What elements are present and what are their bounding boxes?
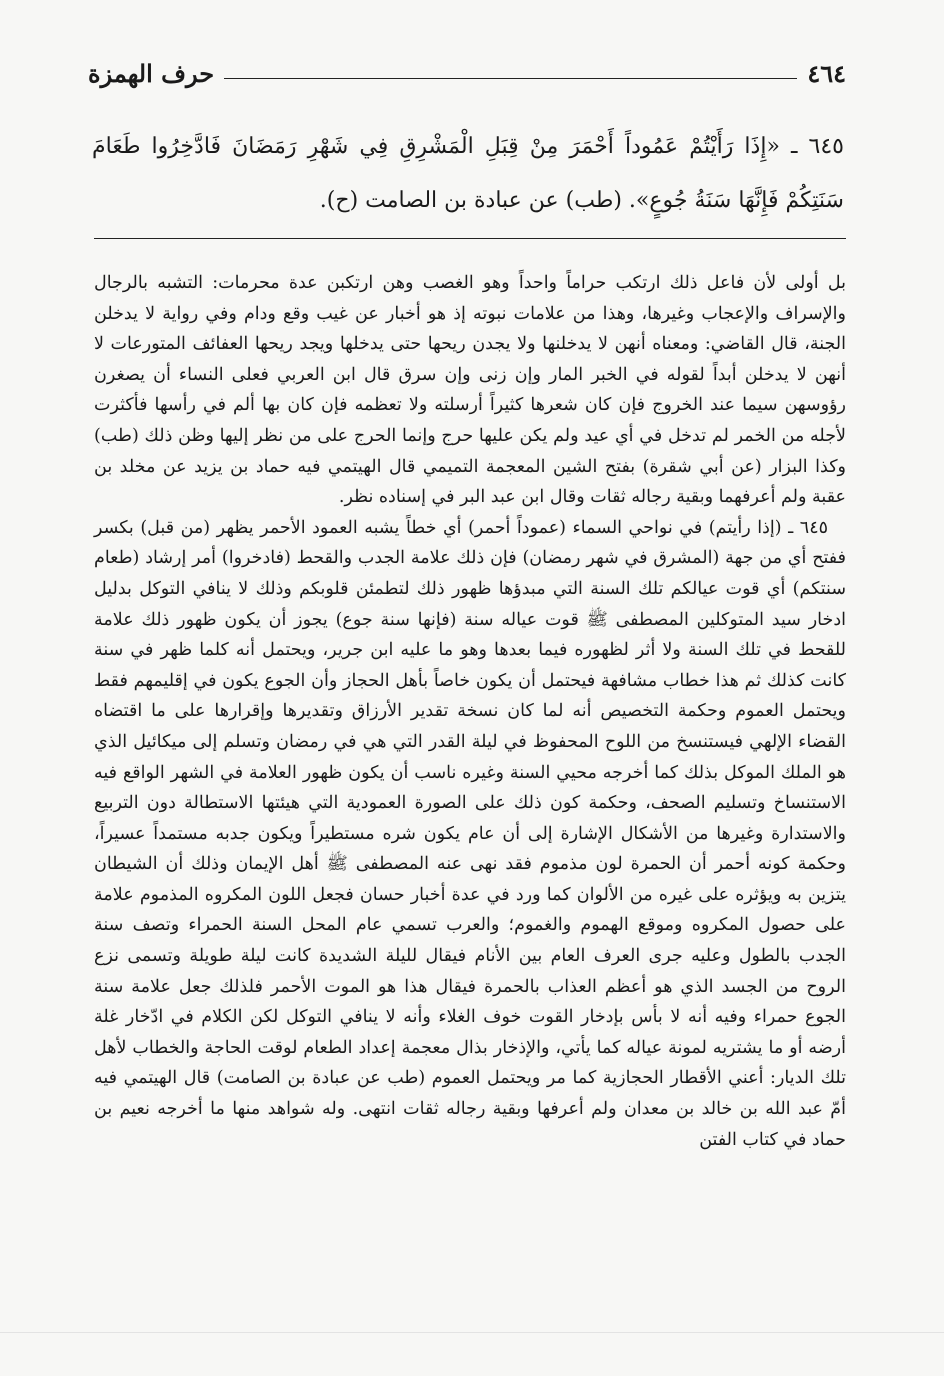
header-rule [224, 78, 797, 79]
page-edge-line [0, 1332, 944, 1333]
commentary-paragraph-2: ٦٤٥ ـ (إذا رأيتم) في نواحي السماء (عموداً أحمر) أي خطاً يشبه العمود الأحمر يظهر (من قبل) بكسر ففتح أي من جهة (المشرق في شهر رمضان) فإن ذلك علامة الجدب والقحط (فادخروا) أمر إرشاد (طعام سنتكم) أي قوت عيالكم تلك السنة التي مبدؤها ظهور ذلك لتطمئن قلوبكم وذلك لا ينافي التوكل بدليل ادخار سيد المتوكلين المصطفى ﷺ قوت عياله سنة (فإنها سنة جوع) يجوز أن يكون ظهور ذلك علامة للقحط في تلك السنة ولا أثر لظهوره فيما بعدها وهو ما عليه ابن جرير، ويحتمل أنه كلما ظهر في سنة كانت كذلك ثم هذا خطاب مشافهة فيحتمل أن يكون خاصاً بأهل الحجاز وأن الجوع يكون في إقليمهم فقط ويحتمل العموم وحكمة التخصيص أنه لما كان نسخة تقدير الأرزاق وتقديرها وإقرارها على ما اقتضاه القضاء الإلهي فيستنسخ من اللوح المحفوظ في ليلة القدر التي هي في رمضان وتسلم إلى ميكائيل الذي هو الملك الموكل بذلك كما أخرجه محيي السنة وغيره ناسب أن يكون ظهور العلامة في الشهر الواقع فيه الاستنساخ وتسليم الصحف، وحكمة كون ذلك على الصورة العمودية التي هيئتها الاستطالة دون التربيع والاستدارة وغيرها من الأشكال الإشارة إلى أن عام يكون شره مستطيراً ويكون جدبه مستمداً عسيراً، وحكمة كونه أحمر أن الحمرة لون مذموم فقد نهى عنه المصطفى ﷺ أهل الإيمان وذلك أن الشيطان يتزين به ويؤثره على غيره من الألوان كما ورد في عدة أخبار حسان فجعل اللون المكروه المذموم علامة على حصول المكروه وموقع الهموم والغموم؛ والعرب تسمي عام المحل السنة الحمراء وتصف سنة الجدب بالطول وعليه جرى العرف العام بين الأنام فيقال لليلة الشديدة كانت ليلة طويلة وتسمى نزع الروح من الجسد الذي هو أعظم العذاب بالحمرة فيقال هذا هو الموت الأحمر فلذلك جعل علامة سنة الجوع حمراء وفيه أنه لا بأس بإدخار القوت خوف الغلاء وأنه لا ينافي التوكل لكن الكلام في ادّخار غلة أرضه أو ما يشتريه لمونة عياله كما يأتي، والإذخار بذال معجمة إعداد الطعام لوقت الحاجة والخطاب لأهل تلك الديار: أعني الأقطار الحجازية كما مر ويحتمل العموم (طب عن عبادة بن الصامت) قال الهيتمي فيه أمّ عبد الله بن خالد بن معدان ولم أعرفها وبقية رجاله ثقات انتهى. وله شواهد منها ما أخرجه نعيم بن حماد في كتاب الفتن [94, 517, 846, 1150]
commentary [94, 268, 846, 1155]
running-header [88, 52, 846, 88]
footnote-divider [94, 238, 846, 239]
section-title: حرف الهمزة [88, 59, 215, 88]
page-number: ٤٦٤ [807, 59, 846, 88]
hadith-text: ٦٤٥ ـ «إِذَا رَأَيْتُمْ عَمُوداً أَحْمَرَ مِنْ قِبَلِ الْمَشْرِقِ فِي شَهْرِ رَمَضَانَ فَادَّخِرُوا طَعَامَ سَنَتِكُمْ فَإِنَّهَا سَنَةُ جُوعٍ». (طب) عن عبادة بن الصامت (ح). [92, 134, 844, 213]
commentary-paragraph-1: بل أولى لأن فاعل ذلك ارتكب حراماً واحداً وهو الغصب وهن ارتكبن عدة محرمات: التشبه بالرجال والإسراف والإعجاب وغيرها، وهذا من علامات نبوته إذ هو أخبار عن غيب وقع ودام وفي رواية لا يدخلن الجنة، قال القاضي: ومعناه أنهن لا يدخلنها ولا يجدن ريحها حتى يدخلها ويجد ريحها العفائف المتورعات لا أنهن لا يدخلن أبداً لقوله في الخبر المار وإن زنى وإن سرق قال ابن العربي فعلى النساء أن يصغرن رؤوسهن سيما عند الخروج فإن كان شعرها كثيراً أرسلته ولا تعظمه فإن كان بها ألم في رأسها فأكثرت لأجله من الخمر لم تدخل في أي عيد ولم يكن عليها حرج وإنما الحرج على من نظر إليها وظن ذلك (طب) وكذا البزار (عن أبي شقرة) بفتح الشين المعجمة التميمي قال الهيتمي فيه حماد بن يزيد عن مخلد بن عقبة ولم أعرفهما وبقية رجاله ثقات وقال ابن عبد البر في إسناده نظر. [94, 273, 846, 508]
